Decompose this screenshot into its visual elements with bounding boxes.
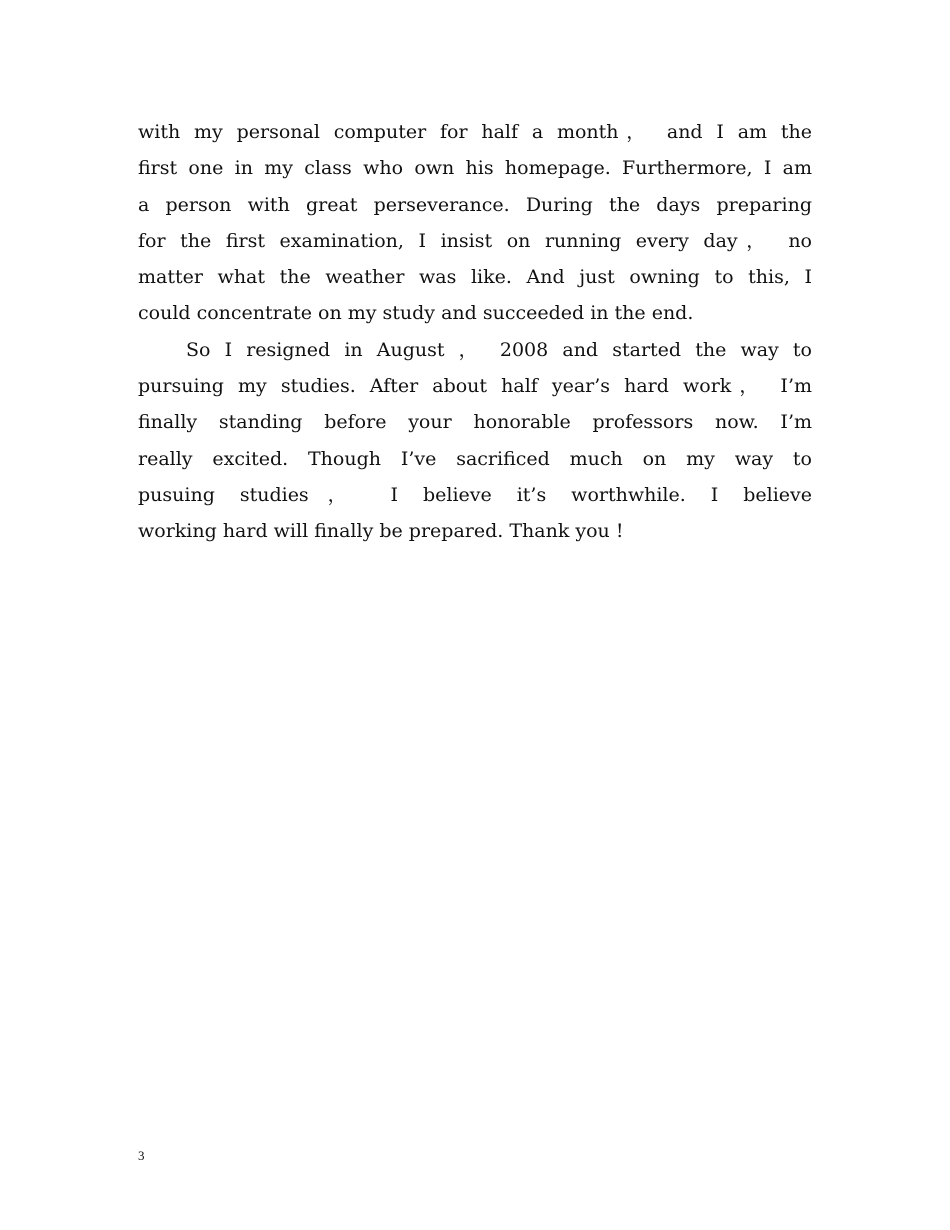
text-line: working hard will finally be prepared. Thank you ! (138, 520, 624, 543)
text-line: So I resigned in August ， 2008 and started the way to (186, 338, 812, 361)
text-line: with my personal computer for half a month， and I am the (138, 121, 812, 143)
paragraph-1 (138, 114, 812, 332)
text-line: pusuing studies， I believe it’s worthwhile. I believe (138, 483, 812, 506)
paragraph-2 (138, 332, 812, 550)
page-number: 3 (138, 1148, 145, 1163)
text-line: a person with great perseverance. During the days preparing (138, 193, 812, 216)
text-line: finally standing before your honorable professors now. I’m (138, 411, 812, 434)
text-line: really excited. Though I’ve sacrificed much on my way to (138, 447, 812, 470)
text-line: could concentrate on my study and succeeded in the end. (138, 302, 694, 325)
document-body (138, 114, 812, 550)
text-line: first one in my class who own his homepage. Furthermore, I am (138, 157, 812, 180)
text-line: for the first examination, I insist on running every day， no (138, 229, 812, 252)
text-line: pursuing my studies. After about half year’s hard work， I’m (138, 375, 812, 398)
text-line: matter what the weather was like. And just owning to this, I (138, 266, 812, 289)
